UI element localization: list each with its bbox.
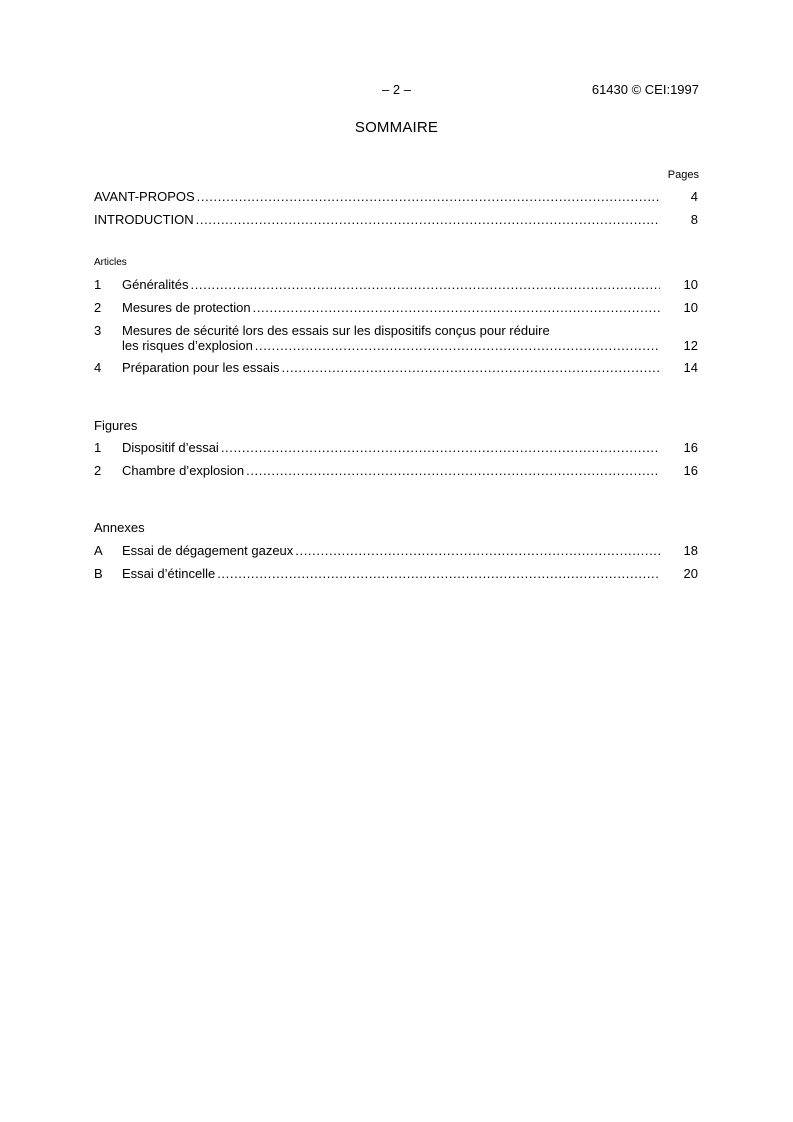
leader-dots (282, 360, 660, 375)
page-number: – 2 – (382, 82, 411, 97)
toc-entry-annex-b[interactable] (94, 566, 698, 581)
toc-entry-number: 1 (94, 277, 102, 292)
section-heading-figures: Figures (94, 418, 138, 433)
toc-entry-number: B (94, 566, 103, 581)
toc-entry-number: A (94, 543, 103, 558)
toc-entry-annex-a[interactable] (94, 543, 698, 558)
pages-column-label: Pages (667, 169, 699, 181)
toc-entry-page: 16 (683, 440, 698, 455)
leader-dots (221, 440, 660, 455)
toc-entry-page: 10 (683, 277, 698, 292)
leader-dots (217, 566, 660, 581)
toc-entry-page: 18 (683, 543, 698, 558)
toc-entry-page: 14 (683, 360, 698, 375)
toc-entry-label: Mesures de protection (122, 300, 251, 315)
toc-entry-figure-1[interactable] (94, 440, 698, 455)
toc-entry-page: 12 (683, 338, 698, 353)
toc-entry-introduction[interactable] (94, 212, 698, 227)
section-heading-articles: Articles (94, 257, 127, 268)
document-reference: 61430 © CEI:1997 (591, 82, 699, 97)
toc-entry-page: 4 (690, 189, 698, 204)
toc-entry-label: AVANT-PROPOS (94, 189, 195, 204)
toc-entry-article-3-line-1[interactable] (94, 323, 698, 338)
toc-entry-label: les risques d’explosion (122, 338, 253, 353)
section-heading-annexes: Annexes (94, 520, 145, 535)
toc-entry-article-3-line-2[interactable] (94, 338, 698, 353)
leader-dots (295, 543, 660, 558)
toc-entry-number: 2 (94, 463, 102, 478)
toc-entry-page: 8 (690, 212, 698, 227)
toc-entry-number: 4 (94, 360, 102, 375)
toc-entry-figure-2[interactable] (94, 463, 698, 478)
toc-entry-label: Essai de dégagement gazeux (122, 543, 294, 558)
toc-entry-label-line-1: Mesures de sécurité lors des essais sur les dispositifs conçus pour réduire (122, 323, 550, 338)
toc-entry-label: Dispositif d’essai (122, 440, 219, 455)
leader-dots (255, 338, 660, 353)
toc-entry-label: INTRODUCTION (94, 212, 194, 227)
toc-entry-article-4[interactable] (94, 360, 698, 375)
toc-entry-article-2[interactable] (94, 300, 698, 315)
toc-entry-page: 10 (683, 300, 698, 315)
page-title: SOMMAIRE (354, 119, 439, 136)
toc-entry-page: 20 (683, 566, 698, 581)
leader-dots (253, 300, 660, 315)
leader-dots (196, 212, 660, 227)
leader-dots (197, 189, 660, 204)
toc-entry-number: 2 (94, 300, 102, 315)
toc-entry-avant-propos[interactable] (94, 189, 698, 204)
toc-entry-article-1[interactable] (94, 277, 698, 292)
toc-entry-label: Préparation pour les essais (122, 360, 280, 375)
toc-entry-number: 1 (94, 440, 102, 455)
toc-entry-number: 3 (94, 323, 102, 338)
toc-entry-label: Essai d’étincelle (122, 566, 216, 581)
leader-dots (246, 463, 660, 478)
toc-entry-label: Chambre d’explosion (122, 463, 245, 478)
leader-dots (190, 277, 660, 292)
toc-entry-page: 16 (683, 463, 698, 478)
toc-entry-label: Généralités (122, 277, 189, 292)
